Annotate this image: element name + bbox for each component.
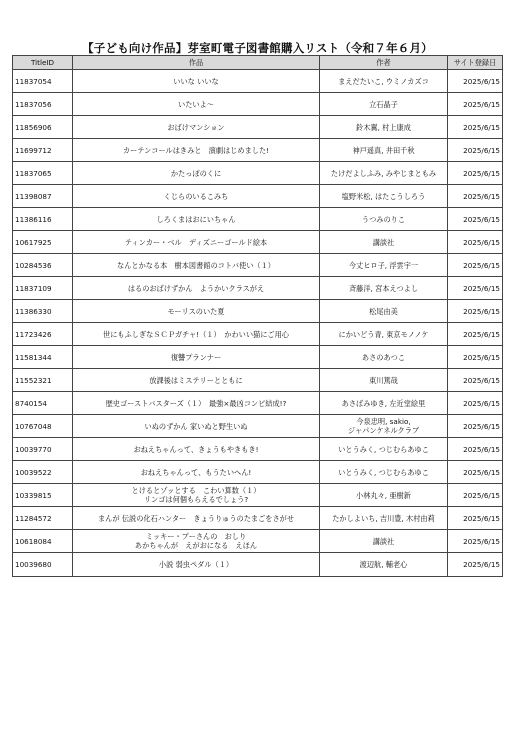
author-line: 今丈ヒロ子, 浮雲宇一: [348, 260, 419, 270]
work-title-line: おねえちゃんって、きょうもやきもき!: [133, 444, 259, 454]
cell-author: [320, 93, 448, 116]
work-title-line: かたっぽのくに: [170, 168, 222, 178]
cell-author: [320, 392, 448, 415]
table-row: [13, 392, 503, 415]
cell-author: [320, 208, 448, 231]
table-row: [13, 300, 503, 323]
cell-author: [320, 300, 448, 323]
cell-author: [320, 484, 448, 507]
cell-author: [320, 346, 448, 369]
cell-title-id: 11837054: [13, 70, 73, 93]
work-title-line: いぬのずかん 家いぬと野生いぬ: [144, 421, 248, 431]
cell-work-title: [73, 369, 320, 392]
work-title-line: 復讐プランナー: [170, 352, 222, 362]
cell-author: [320, 162, 448, 185]
author-line: 渡辺航, 輔老心: [359, 560, 408, 569]
cell-registration-date: 2025/6/15: [448, 116, 503, 139]
work-title-line: はるのおばけずかん ようかいクラスがえ: [127, 283, 265, 293]
cell-work-title: [73, 277, 320, 300]
table-row: [13, 346, 503, 369]
work-title-line: いたいよ～: [178, 99, 214, 109]
cell-registration-date: 2025/6/15: [448, 277, 503, 300]
author-line: いとうみく, つじむらあゆこ: [338, 444, 429, 454]
work-title-line: 歴史ゴーストバスターズ（１） 最強×最凶コンビ結成!?: [105, 398, 287, 408]
cell-title-id: 11581344: [13, 346, 73, 369]
cell-author: [320, 461, 448, 484]
cell-registration-date: 2025/6/15: [448, 484, 503, 507]
cell-author: [320, 530, 448, 553]
cell-work-title: [73, 300, 320, 323]
cell-registration-date: 2025/6/15: [448, 139, 503, 162]
work-title-line: 世にもふしぎなＳＣＰガチャ!（１） かわいい猫にご用心: [103, 329, 289, 339]
cell-registration-date: 2025/6/15: [448, 507, 503, 530]
cell-registration-date: 2025/6/15: [448, 208, 503, 231]
cell-work-title: [73, 438, 320, 461]
author-line: 東川篤哉: [369, 375, 398, 385]
author-line: にかいどう青, 東京モノノケ: [338, 329, 429, 339]
work-title-line: リンゴは何個もらえるでしょう?: [143, 495, 249, 504]
cell-registration-date: 2025/6/15: [448, 93, 503, 116]
cell-title-id: 11386116: [13, 208, 73, 231]
cell-author: [320, 254, 448, 277]
cell-work-title: [73, 484, 320, 507]
work-title-line: カーテンコールはきみと 演劇はじめました!: [122, 145, 270, 155]
cell-work-title: [73, 185, 320, 208]
cell-registration-date: 2025/6/15: [448, 461, 503, 484]
author-line: まえだたいこ, ウミノカズコ: [338, 76, 429, 86]
header-work: 作品: [73, 56, 320, 70]
cell-title-id: 10617925: [13, 231, 73, 254]
author-line: たけだよしふみ, みやじまともみ: [330, 168, 437, 178]
cell-title-id: 11856906: [13, 116, 73, 139]
cell-work-title: [73, 553, 320, 577]
cell-title-id: 11552321: [13, 369, 73, 392]
cell-title-id: 10618084: [13, 530, 73, 553]
cell-title-id: 11837065: [13, 162, 73, 185]
cell-work-title: [73, 392, 320, 415]
cell-registration-date: 2025/6/15: [448, 254, 503, 277]
cell-work-title: [73, 254, 320, 277]
cell-work-title: [73, 162, 320, 185]
cell-title-id: 11398087: [13, 185, 73, 208]
cell-title-id: 11837056: [13, 93, 73, 116]
table-row: [13, 553, 503, 577]
table-row: [13, 185, 503, 208]
cell-work-title: [73, 461, 320, 484]
table-row: [13, 231, 503, 254]
cell-work-title: [73, 323, 320, 346]
cell-work-title: [73, 93, 320, 116]
work-title-line: 放課後はミステリーとともに: [149, 375, 243, 385]
table-header-row: [13, 56, 503, 70]
author-line: あさばみゆき, 左近堂絵里: [341, 398, 426, 408]
cell-author: [320, 139, 448, 162]
cell-title-id: 11723426: [13, 323, 73, 346]
cell-registration-date: 2025/6/15: [448, 70, 503, 93]
table-row: [13, 116, 503, 139]
cell-registration-date: 2025/6/15: [448, 553, 503, 577]
header-author: 作者: [320, 56, 448, 70]
table-row: [13, 93, 503, 116]
cell-title-id: 11837109: [13, 277, 73, 300]
table-row: [13, 530, 503, 553]
header-title-id: TitleID: [13, 56, 73, 70]
table-row: [13, 208, 503, 231]
cell-work-title: [73, 231, 320, 254]
cell-registration-date: 2025/6/15: [448, 438, 503, 461]
cell-author: [320, 116, 448, 139]
table-row: [13, 415, 503, 438]
cell-work-title: [73, 139, 320, 162]
work-title-line: おばけマンション: [167, 122, 225, 132]
table-row: [13, 507, 503, 530]
author-line: いとうみく, つじむらあゆこ: [338, 467, 429, 477]
cell-title-id: 10039680: [13, 553, 73, 577]
cell-registration-date: 2025/6/15: [448, 185, 503, 208]
header-date: サイト登録日: [448, 56, 503, 70]
cell-title-id: 10039522: [13, 461, 73, 484]
table-row: [13, 438, 503, 461]
cell-registration-date: 2025/6/15: [448, 415, 503, 438]
cell-registration-date: 2025/6/15: [448, 346, 503, 369]
author-line: 講談社: [372, 237, 395, 247]
cell-author: [320, 415, 448, 438]
table-row: [13, 70, 503, 93]
work-title-line: いいな いいな: [173, 76, 219, 86]
cell-author: [320, 277, 448, 300]
table-row: [13, 484, 503, 507]
work-title-line: 小説 弱虫ペダル（１）: [158, 560, 234, 569]
author-line: 小林丸々, 亜樹新: [356, 490, 411, 500]
work-title-line: とけるとゾッとする こわい算数（１）: [131, 486, 261, 495]
author-line: 鈴木翼, 村上康成: [356, 122, 411, 132]
cell-work-title: [73, 116, 320, 139]
author-line: 講談社: [372, 536, 395, 546]
cell-registration-date: 2025/6/15: [448, 300, 503, 323]
table-row: [13, 369, 503, 392]
author-line: 立石晶子: [369, 99, 398, 109]
work-title-line: くじらのいるこみち: [163, 191, 229, 201]
work-title-line: モーリスのいた夏: [167, 306, 225, 316]
work-title-line: しろくまはおにいちゃん: [156, 214, 236, 224]
cell-title-id: 10767048: [13, 415, 73, 438]
work-title-line: ティンカー・ベル ディズニーゴールド絵本: [124, 237, 268, 247]
author-line: 松尾由美: [369, 306, 398, 316]
table-row: [13, 139, 503, 162]
table-row: [13, 254, 503, 277]
cell-author: [320, 323, 448, 346]
author-line: たかしよいち, 吉川豊, 木村由莉: [332, 513, 435, 523]
cell-work-title: [73, 70, 320, 93]
cell-registration-date: 2025/6/15: [448, 369, 503, 392]
cell-work-title: [73, 346, 320, 369]
cell-title-id: 11386330: [13, 300, 73, 323]
cell-registration-date: 2025/6/15: [448, 162, 503, 185]
cell-registration-date: 2025/6/15: [448, 231, 503, 254]
author-line: 塩野米松, はたこうしろう: [341, 191, 426, 201]
purchase-list-table: [12, 55, 503, 577]
cell-author: [320, 438, 448, 461]
work-title-line: ミッキー・プーさんの おしり: [145, 532, 247, 541]
work-title-line: なんとかなる本 樹本図書館のコトバ使い（１）: [117, 260, 275, 270]
cell-title-id: 10284536: [13, 254, 73, 277]
cell-title-id: 8740154: [13, 392, 73, 415]
cell-title-id: 10339815: [13, 484, 73, 507]
cell-work-title: [73, 507, 320, 530]
cell-work-title: [73, 208, 320, 231]
cell-title-id: 10039770: [13, 438, 73, 461]
author-line: 神戸遥真, 井田千秋: [352, 145, 415, 155]
cell-registration-date: 2025/6/15: [448, 323, 503, 346]
table-row: [13, 277, 503, 300]
work-title-line: おねえちゃんって、もうたいへん!: [140, 467, 252, 477]
cell-registration-date: 2025/6/15: [448, 530, 503, 553]
cell-author: [320, 507, 448, 530]
cell-author: [320, 185, 448, 208]
cell-title-id: 11699712: [13, 139, 73, 162]
table-body: [13, 70, 503, 577]
page-title: 【子ども向け作品】芽室町電子図書館購入リスト（令和７年６月）: [82, 41, 433, 55]
cell-work-title: [73, 415, 320, 438]
cell-work-title: [73, 530, 320, 553]
cell-title-id: 11284572: [13, 507, 73, 530]
cell-author: [320, 70, 448, 93]
author-line: あさのあつこ: [361, 352, 406, 362]
work-title-line: あかちゃんが えがおになる えほん: [134, 541, 258, 550]
cell-registration-date: 2025/6/15: [448, 392, 503, 415]
author-line: ジャパンケネルクラブ: [347, 426, 420, 435]
table-row: [13, 323, 503, 346]
author-line: 斉藤洋, 宮本えつよし: [348, 283, 419, 293]
work-title-line: まんが 伝説の化石ハンター きょうりゅうのたまごをさがせ: [97, 513, 295, 523]
cell-author: [320, 553, 448, 577]
author-line: うつみのりこ: [361, 214, 406, 224]
cell-author: [320, 231, 448, 254]
table-row: [13, 461, 503, 484]
table-row: [13, 162, 503, 185]
author-line: 今泉忠明, sakio,: [356, 417, 411, 426]
cell-author: [320, 369, 448, 392]
